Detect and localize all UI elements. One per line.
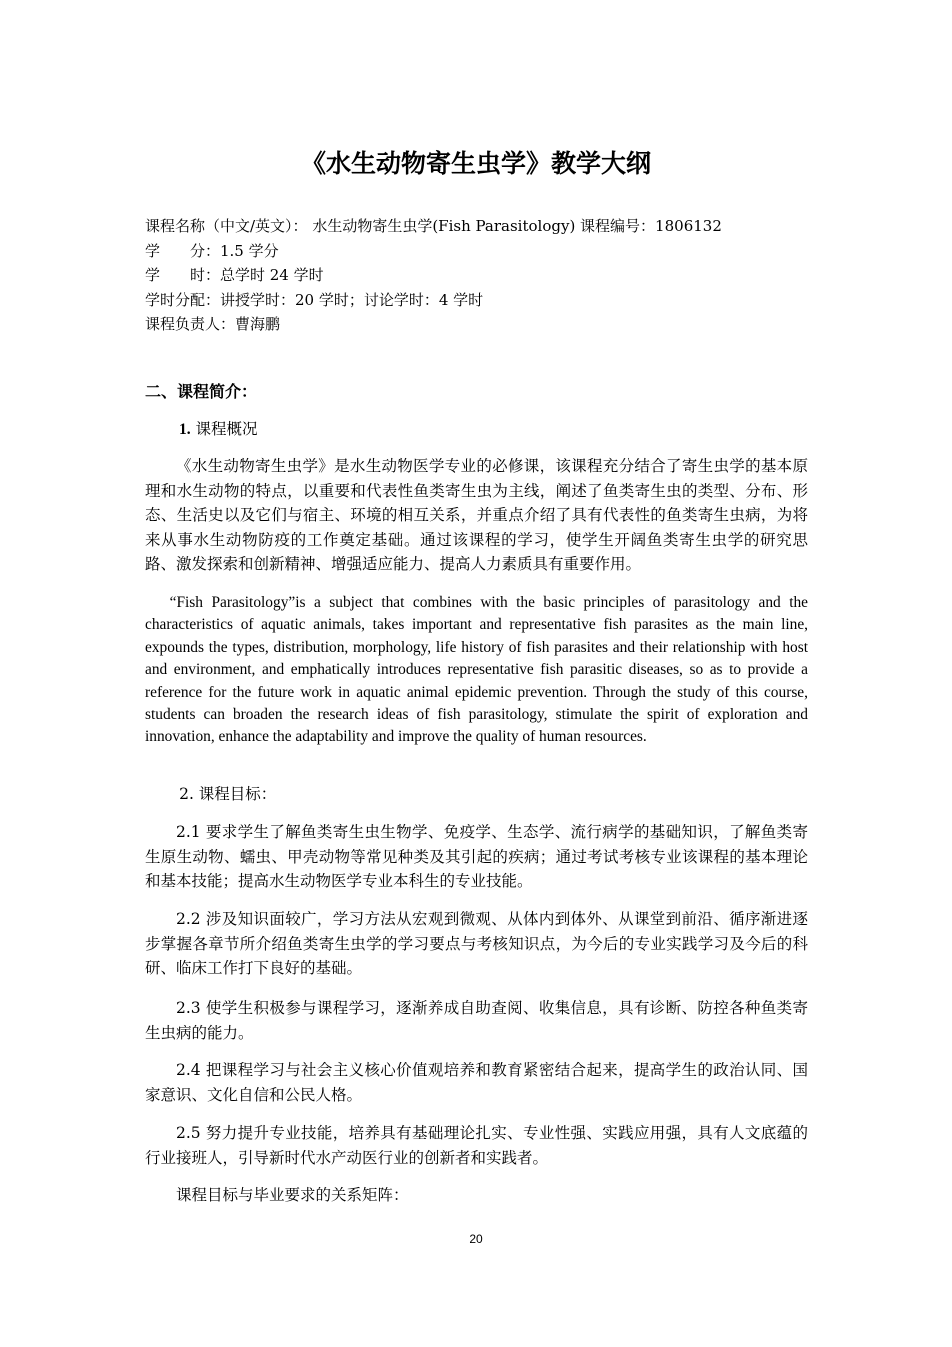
section-heading: 二、课程简介： bbox=[145, 382, 258, 401]
course-name-line: 课程名称（中文/英文）： 水生动物寄生虫学(Fish Parasitology) 课程编号：1806132 bbox=[145, 217, 722, 235]
document-title: 《水生动物寄生虫学》教学大纲 bbox=[300, 149, 651, 178]
goals-heading: 2. 课程目标： bbox=[179, 785, 277, 803]
goal-2-2-paragraph: 2.2 涉及知识面较广，学习方法从宏观到微观、从体内到体外、从课堂到前沿、循序渐进逐步掌握各章节所介绍鱼类寄生虫学的学习要点与考核知识点，为今后的专业实践学习及今后的科研、临床工作打下良好的基础。 bbox=[145, 910, 808, 978]
goal-2-5-paragraph: 2.5 努力提升专业技能，培养具有基础理论扎实、专业性强、实践应用强，具有人文底蕴的行业接班人，引导新时代水产动医行业的创新者和实践者。 bbox=[145, 1124, 808, 1167]
goal-2-4-paragraph: 2.4 把课程学习与社会主义核心价值观培养和教育紧密结合起来，提高学生的政治认同、国家意识、文化自信和公民人格。 bbox=[145, 1061, 808, 1104]
hours-distribution-line: 学时分配：讲授学时：20 学时；讨论学时：4 学时 bbox=[145, 290, 484, 309]
subsection-title: 课程概况 bbox=[190, 420, 258, 438]
intro-chinese-paragraph: 《水生动物寄生虫学》是水生动物医学专业的必修课，该课程充分结合了寄生虫学的基本原理和水生动物的特点，以重要和代表性鱼类寄生虫为主线，阐述了鱼类寄生虫的类型、分布、形态、生活史以及它们与宿主、环境的相互关系，并重点介绍了具有代表性的鱼类寄生虫病，为将来从事水生动物防疫的工作奠定基础。通过该课程的学习，使学生开阔鱼类寄生虫学的研究思路、激发探索和创新精神、增强适应能力、提高人力素质具有重要作用。 bbox=[145, 457, 808, 574]
subsection-number: 1. bbox=[179, 421, 191, 438]
course-meta bbox=[145, 214, 722, 337]
goal-2-1-paragraph: 2.1 要求学生了解鱼类寄生虫生物学、免疫学、生态学、流行病学的基础知识，了解鱼类寄生原生动物、蠕虫、甲壳动物等常见种类及其引起的疾病；通过考试考核专业该课程的基本理论和基本技能；提高水生动物医学专业本科生的专业技能。 bbox=[145, 823, 808, 891]
page-number: 20 bbox=[469, 1232, 483, 1246]
goal-2-3-paragraph: 2.3 使学生积极参与课程学习，逐渐养成自助查阅、收集信息，具有诊断、防控各种鱼类寄生虫病的能力。 bbox=[145, 999, 808, 1042]
intro-english-paragraph: “Fish Parasitology”is a subject that combines with the basic principles of parasitology and the characteristics of aquatic animals, takes important and representative fish parasites as the main line, expounds the types, distribution, morphology, life history of fish parasites and their relationship with host and environment, and emphatically introduces representative fish parasitic diseases, so as to provide a reference for the future work in aquatic animal epidemic prevention. Through the study of this course, students can broaden the research ideas of fish parasitology, stimulate the spirit of exploration and innovation, enhance the adaptability and improve the quality of human resources. bbox=[145, 594, 808, 746]
matrix-caption: 课程目标与毕业要求的关系矩阵： bbox=[176, 1186, 409, 1204]
credits-line: 学 分：1.5 学分 bbox=[145, 241, 279, 260]
course-leader-line: 课程负责人：曹海鹏 bbox=[145, 315, 281, 333]
subsection-overview-heading bbox=[179, 417, 258, 442]
hours-line: 学 时：总学时 24 学时 bbox=[145, 266, 324, 284]
